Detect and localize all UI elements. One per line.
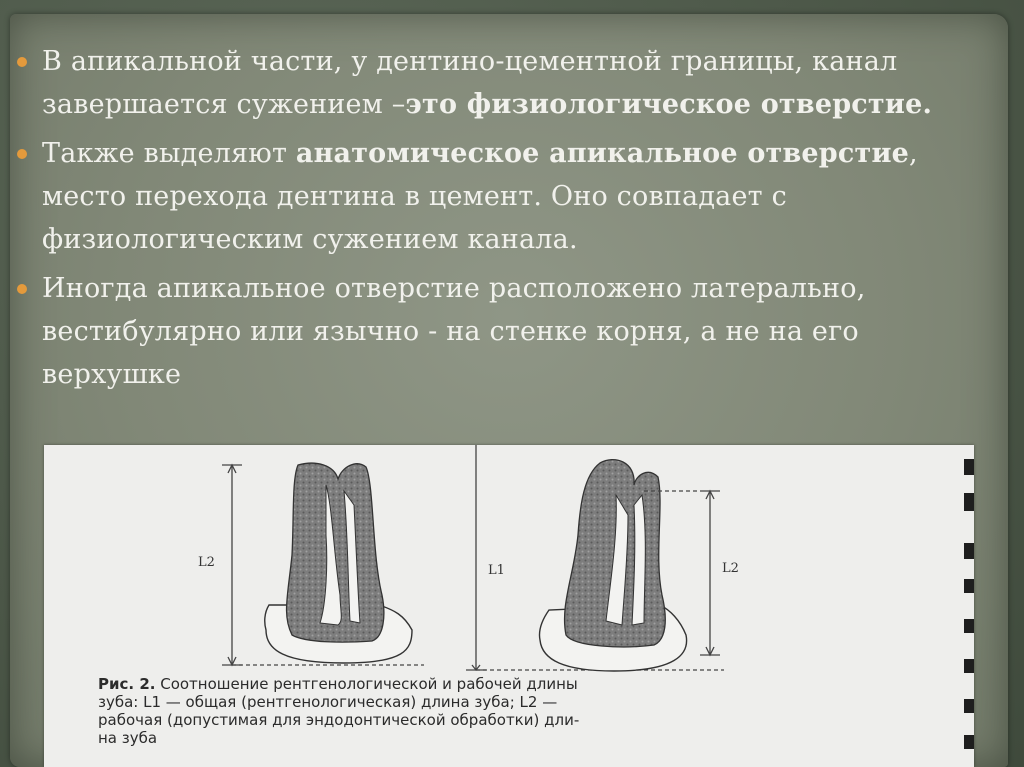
bullet-anatomical-foramen <box>16 132 1006 261</box>
bullet-dot-icon <box>17 284 27 294</box>
bullet-physiological-foramen <box>16 40 1006 126</box>
label-l2-left: L2 <box>198 555 215 570</box>
bullet-text: Также выделяют <box>42 138 296 169</box>
bullet-bold-text: это физиологическое отверстие. <box>405 89 933 120</box>
figure-caption <box>98 675 858 747</box>
bullet-text-tail: , место перехода дентина в цемент. Оно совпадает с физиологическим сужением канала. <box>42 138 918 255</box>
bullet-list <box>16 40 1006 402</box>
left-tooth <box>265 463 412 663</box>
tooth-length-figure <box>44 445 974 767</box>
figure-caption-text: Соотношение рентгенологической и рабочей длины зуба: L1 — общая (рентгенологическая) длина зуба; L2 — рабочая (допустимая для эндодонтической обработки) дли- на зуба <box>98 675 580 747</box>
bullet-lateral-foramen <box>16 267 1006 396</box>
bullet-dot-icon <box>17 149 27 159</box>
page-edge-marks <box>964 459 974 749</box>
figure-caption-label: Рис. 2. <box>98 675 156 693</box>
right-tooth <box>539 460 686 671</box>
bullet-bold-text: анатомическое апикальное отверстие <box>295 138 910 169</box>
label-l1: L1 <box>488 563 505 578</box>
bullet-dot-icon <box>17 57 27 67</box>
bullet-text: В апикальной части, у дентино-цементной границы, канал завершается сужением – <box>42 46 898 120</box>
label-l2-right: L2 <box>722 561 739 576</box>
bullet-text: Иногда апикальное отверстие расположено латерально, вестибулярно или язычно - на стенке корня, а не на его верхушке <box>42 273 866 390</box>
